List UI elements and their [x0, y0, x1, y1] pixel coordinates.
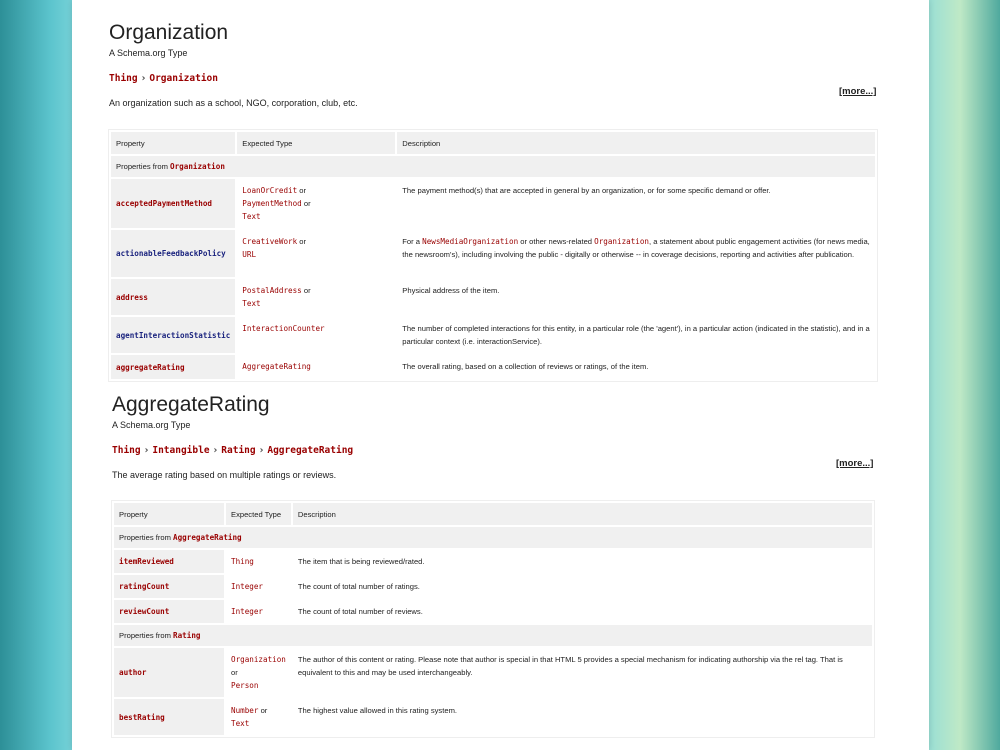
property-link-actionablefeedbackpolicy[interactable]: actionableFeedbackPolicy	[116, 249, 226, 258]
property-cell	[111, 317, 235, 353]
aggregaterating-breadcrumb	[112, 445, 892, 456]
or-word: or	[303, 286, 311, 295]
property-link-bestrating[interactable]: bestRating	[119, 712, 165, 722]
column-header-description: Description	[397, 132, 875, 154]
type-link[interactable]: Text	[231, 719, 250, 728]
organization-header	[109, 20, 889, 108]
property-cell	[114, 648, 224, 697]
breadcrumb-separator: ›	[212, 445, 219, 456]
organization-subtitle: A Schema.org Type	[109, 48, 188, 58]
desc-text: For a	[402, 237, 423, 246]
group-header	[114, 625, 872, 646]
property-cell	[114, 575, 224, 598]
expected-type-cell	[226, 575, 291, 598]
property-cell	[111, 355, 235, 379]
breadcrumb-separator: ›	[143, 445, 150, 456]
type-link[interactable]: Text	[242, 299, 261, 308]
column-header-property: Property	[114, 503, 224, 525]
aggregaterating-title: AggregateRating	[112, 393, 270, 416]
property-cell	[111, 230, 235, 277]
type-link[interactable]: Person	[231, 681, 259, 690]
or-word: or	[299, 186, 307, 195]
group-row	[114, 527, 872, 548]
type-link[interactable]: Number	[231, 706, 259, 715]
group-link-rating[interactable]: Rating	[173, 631, 201, 640]
expected-type-cell	[237, 355, 395, 379]
property-cell	[111, 279, 235, 315]
description-cell: The number of completed interactions for this entity, in a particular role (the 'agent'), in a particular action (indicated in the statistic), and in a particular context (i.e. interactionService).	[402, 324, 870, 346]
table-row	[111, 230, 875, 277]
organization-title: Organization	[109, 21, 229, 44]
aggregaterating-properties-table	[111, 500, 875, 738]
table-header-row	[111, 132, 875, 154]
group-prefix: Properties from	[119, 631, 174, 640]
type-link[interactable]: AggregateRating	[242, 362, 311, 371]
expected-type-cell	[237, 230, 395, 277]
property-cell	[111, 179, 235, 228]
column-header-property: Property	[111, 132, 235, 154]
type-link[interactable]: PaymentMethod	[242, 199, 302, 208]
expected-type-cell	[226, 600, 291, 623]
table-row	[114, 699, 872, 735]
organization-more-link[interactable]: [more...]	[839, 86, 877, 97]
type-link[interactable]: Text	[242, 212, 261, 221]
description-cell: Physical address of the item.	[402, 286, 500, 295]
table-row	[114, 648, 872, 697]
breadcrumb-link-intangible[interactable]: Intangible	[152, 445, 210, 456]
breadcrumb-link-organization[interactable]: Organization	[149, 73, 218, 84]
or-word: or	[299, 237, 307, 246]
expected-type-cell	[237, 317, 395, 353]
or-word: or	[303, 199, 311, 208]
property-cell	[114, 699, 224, 735]
desc-link-newsmediaorganization[interactable]: NewsMediaOrganization	[422, 237, 519, 246]
organization-description: An organization such as a school, NGO, corporation, club, etc.	[109, 98, 358, 108]
aggregaterating-more-link[interactable]: [more...]	[836, 458, 874, 469]
table-row	[114, 550, 872, 573]
expected-type-cell	[237, 279, 395, 315]
table-row	[111, 355, 875, 379]
description-cell: The payment method(s) that are accepted in general by an organization, or for some specific demand or offer.	[402, 186, 771, 195]
type-link[interactable]: URL	[242, 250, 257, 259]
aggregaterating-subtitle: A Schema.org Type	[112, 420, 191, 430]
property-link-reviewcount[interactable]: reviewCount	[119, 607, 170, 616]
page-sheet	[72, 0, 929, 750]
property-link-author[interactable]: author	[119, 668, 147, 677]
or-word: or	[260, 706, 268, 715]
table-row	[111, 317, 875, 353]
property-cell	[114, 600, 224, 623]
description-cell	[397, 230, 875, 277]
type-link[interactable]: InteractionCounter	[242, 324, 325, 333]
table-row	[111, 279, 875, 315]
description-cell: The overall rating, based on a collection of reviews or ratings, of the item.	[402, 362, 649, 371]
desc-link-organization[interactable]: Organization	[594, 237, 650, 246]
table-row	[114, 575, 872, 598]
expected-type-cell	[226, 648, 291, 697]
property-link-ratingcount[interactable]: ratingCount	[119, 582, 170, 591]
type-link[interactable]: Thing	[231, 557, 254, 566]
type-link[interactable]: CreativeWork	[242, 237, 298, 246]
property-link-itemreviewed[interactable]: itemReviewed	[119, 557, 174, 566]
description-cell: The item that is being reviewed/rated.	[297, 557, 425, 566]
column-header-description: Description	[293, 503, 872, 525]
breadcrumb-separator: ›	[140, 73, 147, 84]
type-link[interactable]: PostalAddress	[242, 286, 302, 295]
group-link-aggregaterating[interactable]: AggregateRating	[173, 533, 242, 542]
aggregaterating-description: The average rating based on multiple ratings or reviews.	[112, 470, 337, 480]
organization-breadcrumb	[109, 73, 889, 84]
group-row	[111, 156, 875, 177]
expected-type-cell	[226, 550, 291, 573]
property-cell	[114, 550, 224, 573]
breadcrumb-link-thing[interactable]: Thing	[109, 73, 138, 84]
group-link-organization[interactable]: Organization	[170, 162, 225, 171]
type-link[interactable]: Integer	[231, 582, 264, 591]
description-cell: The author of this content or rating. Please note that author is special in that HTML 5 provides a special mechanism for indicating authorship via the rel tag. That is equivalent to this and may be used interchangeably.	[297, 655, 843, 677]
description-cell: The count of total number of ratings.	[297, 582, 420, 591]
description-cell: The highest value allowed in this rating system.	[297, 706, 458, 715]
description-cell: The count of total number of reviews.	[297, 607, 423, 616]
breadcrumb-link-rating[interactable]: Rating	[221, 445, 256, 456]
group-prefix: Properties from	[116, 162, 171, 171]
or-word: or	[231, 668, 238, 677]
column-header-expected-type: Expected Type	[226, 503, 291, 525]
breadcrumb-separator: ›	[258, 445, 265, 456]
type-link[interactable]: LoanOrCredit	[242, 186, 298, 195]
breadcrumb-link-aggregaterating[interactable]: AggregateRating	[267, 445, 354, 456]
group-header	[111, 156, 875, 177]
column-header-expected-type: Expected Type	[237, 132, 395, 154]
group-prefix: Properties from	[119, 533, 174, 542]
property-link-address[interactable]: address	[116, 292, 149, 302]
desc-text: or other news-related	[518, 237, 595, 246]
property-link-acceptedpaymentmethod[interactable]: acceptedPaymentMethod	[116, 199, 213, 208]
organization-properties-table	[108, 129, 878, 382]
type-link[interactable]: Integer	[231, 607, 264, 616]
expected-type-cell	[237, 179, 395, 228]
table-row	[111, 179, 875, 228]
property-link-agentinteractionstatistic[interactable]: agentInteractionStatistic	[116, 330, 231, 340]
table-header-row	[114, 503, 872, 525]
aggregaterating-header	[112, 392, 892, 480]
group-header	[114, 527, 872, 548]
property-link-aggregaterating[interactable]: aggregateRating	[116, 362, 185, 372]
table-row	[114, 600, 872, 623]
breadcrumb-link-thing[interactable]: Thing	[112, 445, 141, 456]
expected-type-cell	[226, 699, 291, 735]
desc-text: , a statement about public engagement activities (for news media, the newsroom's), including involving the public - digitally or otherwise -- in coverage decisions, reporting and activities after publication.	[402, 237, 870, 259]
type-link[interactable]: Organization	[231, 655, 286, 664]
group-row	[114, 625, 872, 646]
